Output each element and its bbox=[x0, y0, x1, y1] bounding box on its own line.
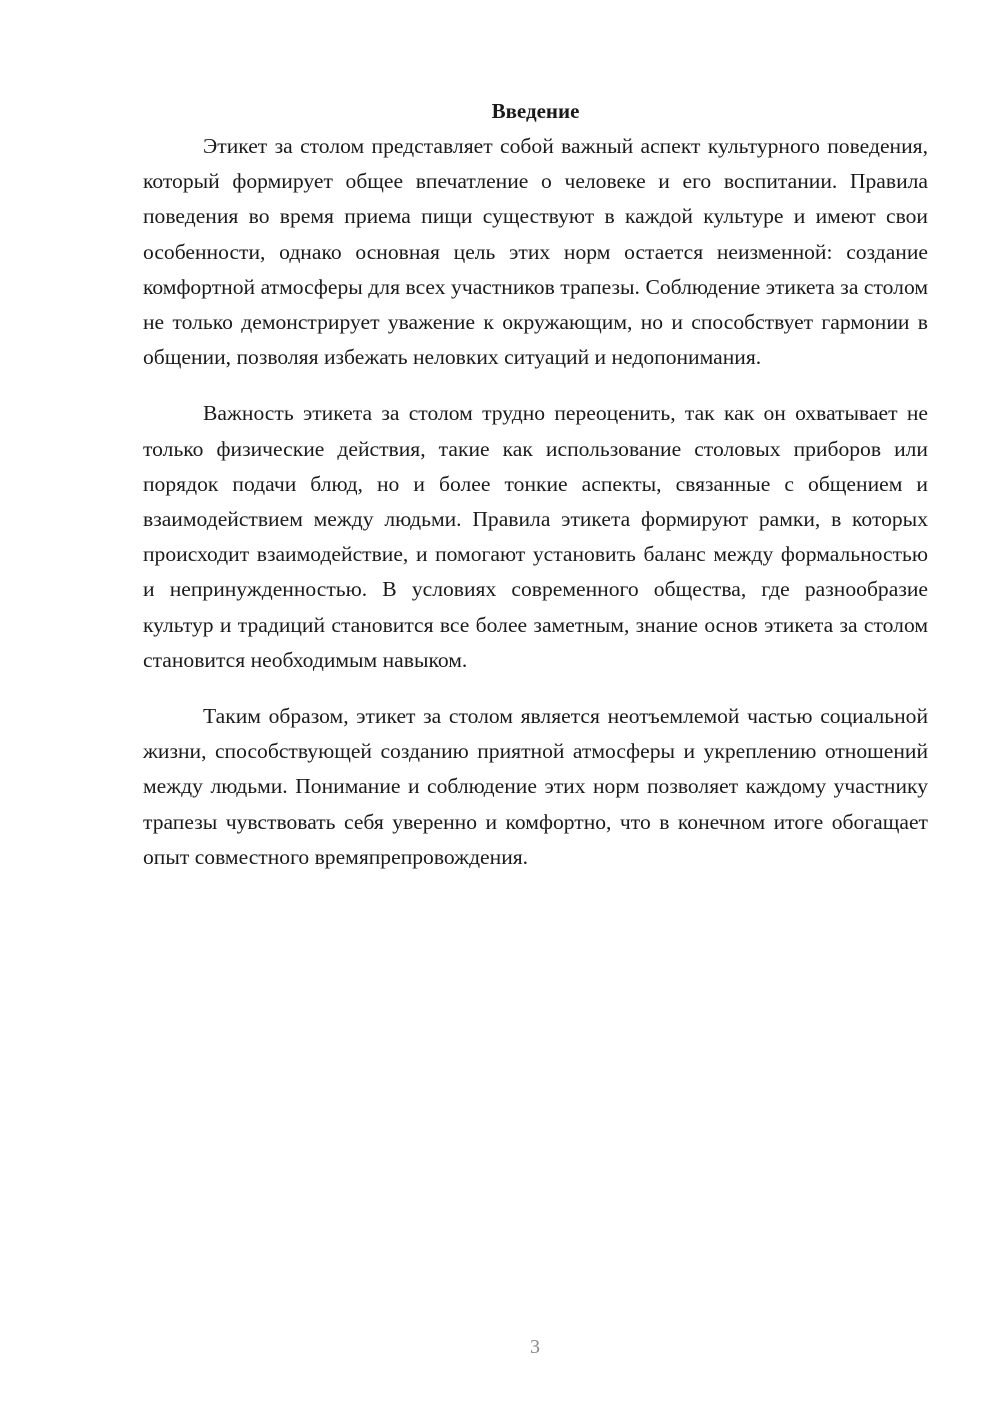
page-number: 3 bbox=[530, 1336, 540, 1358]
section-heading: Введение bbox=[491, 99, 580, 123]
intro-paragraph-2: Важность этикета за столом трудно переоценить, так как он охватывает не только физические действия, такие как использование столовых приборов или порядок подачи блюд, но и более тонкие аспекты, связанные с общением и взаимодействием между людьми. Правила этикета формируют рамки, в которых происходит взаимодействие, и помогают установить баланс между формальностью и непринужденностью. В условиях современного общества, где разнообразие культур и традиций становится все более заметным, знание основ этикета за столом становится необходимым навыком. bbox=[143, 401, 928, 672]
intro-paragraph-1: Этикет за столом представляет собой важный аспект культурного поведения, который формирует общее впечатление о человеке и его воспитании. Правила поведения во время приема пищи существуют в каждой культуре и имеют свои особенности, однако основная цель этих норм остается неизменной: создание комфортной атмосферы для всех участников трапезы. Соблюдение этикета за столом не только демонстрирует уважение к окружающим, но и способствует гармонии в общении, позволяя избежать неловких ситуаций и недопонимания. bbox=[143, 134, 928, 370]
page-body bbox=[143, 94, 928, 896]
intro-paragraph-3: Таким образом, этикет за столом является неотъемлемой частью социальной жизни, способствующей созданию приятной атмосферы и укреплению отношений между людьми. Понимание и соблюдение этих норм позволяет каждому участнику трапезы чувствовать себя уверенно и комфортно, что в конечном итоге обогащает опыт совместного времяпрепровождения. bbox=[143, 704, 928, 869]
